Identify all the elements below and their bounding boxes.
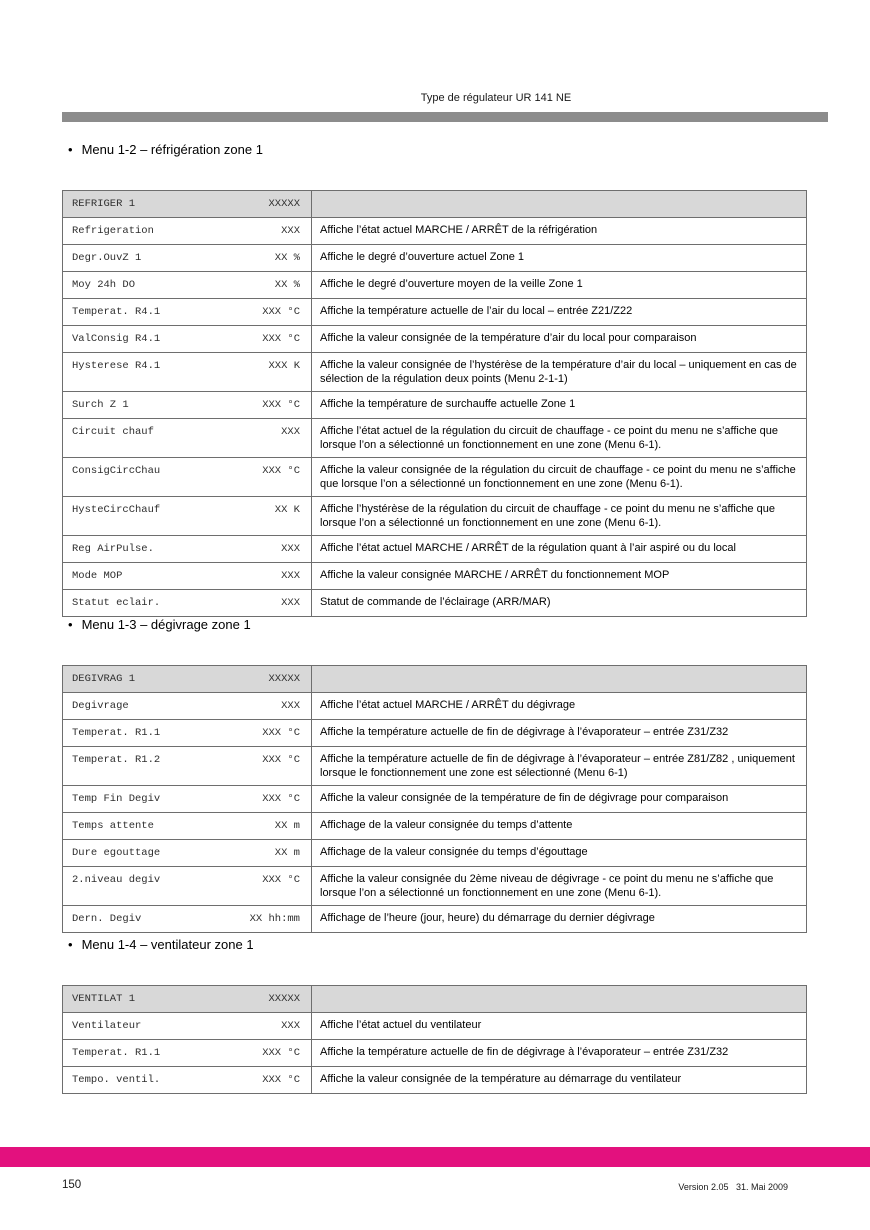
menu-table [62, 665, 807, 933]
menu-item-name: Reg AirPulse. [72, 543, 154, 555]
menu-item-name: Temperat. R1.1 [72, 727, 161, 739]
section-heading [68, 937, 788, 954]
menu-item-name: ValConsig R4.1 [72, 333, 161, 345]
table-body [63, 1013, 807, 1094]
menu-item-value: XXX [281, 426, 300, 438]
menu-item-value: XXX [281, 700, 300, 712]
menu-item-description: Affiche le degré d’ouverture moyen de la veille Zone 1 [312, 272, 807, 299]
menu-item-cell [63, 245, 312, 272]
table-header-row [63, 986, 807, 1013]
table-row [63, 419, 807, 458]
table-row [63, 326, 807, 353]
menu-item-value: XXX [281, 543, 300, 555]
table-row [63, 458, 807, 497]
menu-item-cell [63, 693, 312, 720]
table-row [63, 840, 807, 867]
table-row [63, 720, 807, 747]
menu-item-name: Temps attente [72, 820, 154, 832]
section-heading-text: Menu 1-4 – ventilateur zone 1 [81, 937, 254, 952]
menu-item-cell [63, 218, 312, 245]
menu-item-cell [63, 419, 312, 458]
menu-item-value: XXX °C [262, 333, 300, 345]
menu-item-value: XXX °C [262, 465, 300, 477]
menu-item-value: XX % [274, 252, 300, 264]
table-body [63, 693, 807, 933]
description-header-cell [312, 666, 807, 693]
menu-item-cell [63, 1067, 312, 1094]
menu-item-description: Affiche l’état actuel MARCHE / ARRÊT de la réfrigération [312, 218, 807, 245]
menu-item-cell [63, 906, 312, 933]
section-heading [68, 617, 788, 634]
menu-item-description: Affiche l’état actuel MARCHE / ARRÊT de la régulation quant à l’air aspiré ou du local [312, 536, 807, 563]
table-row [63, 563, 807, 590]
menu-item-name: HysteCircChauf [72, 504, 161, 516]
page-number: 150 [62, 1179, 82, 1191]
menu-item-description: Affiche l’état actuel de la régulation du circuit de chauffage - ce point du menu ne s’affiche que lorsque l’on a sélectionné un fonctionnement en une zone (Menu 6-1). [312, 419, 807, 458]
bullet-icon: • [68, 142, 73, 157]
bullet-icon: • [68, 937, 73, 952]
menu-item-name: Temperat. R1.2 [72, 754, 161, 766]
menu-item-name: Tempo. ventil. [72, 1074, 161, 1086]
section-heading [68, 142, 788, 159]
menu-item-name: 2.niveau degiv [72, 874, 161, 886]
menu-display-header-cell [63, 986, 312, 1013]
menu-item-name: Refrigeration [72, 225, 154, 237]
menu-item-cell [63, 813, 312, 840]
footer-accent-bar [0, 1147, 870, 1167]
menu-item-description: Affiche la température actuelle de fin de dégivrage à l’évaporateur – entrée Z31/Z32 [312, 1040, 807, 1067]
menu-item-name: Temperat. R4.1 [72, 306, 161, 318]
menu-item-value: XX % [274, 279, 300, 291]
menu-item-description: Affichage de l’heure (jour, heure) du démarrage du dernier dégivrage [312, 906, 807, 933]
table-header-row [63, 666, 807, 693]
menu-title-value: XXXXX [268, 198, 300, 210]
menu-item-description: Affichage de la valeur consignée du temps d’égouttage [312, 840, 807, 867]
menu-item-name: Degr.OuvZ 1 [72, 252, 142, 264]
table-row [63, 272, 807, 299]
table-row [63, 245, 807, 272]
menu-item-cell [63, 747, 312, 786]
menu-item-description: Affiche la température actuelle de l’air du local – entrée Z21/Z22 [312, 299, 807, 326]
menu-item-value: XXX [281, 570, 300, 582]
menu-item-cell [63, 1013, 312, 1040]
menu-item-value: XXX °C [262, 306, 300, 318]
menu-title-value: XXXXX [268, 993, 300, 1005]
menu-item-cell [63, 392, 312, 419]
menu-item-name: Moy 24h DO [72, 279, 136, 291]
menu-item-value: XX K [274, 504, 300, 516]
menu-item-cell [63, 458, 312, 497]
menu-item-name: Statut eclair. [72, 597, 161, 609]
menu-item-value: XXX °C [262, 1074, 300, 1086]
table-row [63, 497, 807, 536]
menu-item-cell [63, 563, 312, 590]
header-rule [62, 112, 828, 122]
table-row [63, 867, 807, 906]
menu-title-text: DEGIVRAG 1 [72, 673, 136, 685]
menu-item-description: Affiche l’état actuel MARCHE / ARRÊT du dégivrage [312, 693, 807, 720]
menu-item-value: XXX °C [262, 874, 300, 886]
table-row [63, 813, 807, 840]
table-header-row [63, 191, 807, 218]
menu-item-name: Mode MOP [72, 570, 123, 582]
menu-item-cell [63, 1040, 312, 1067]
menu-item-cell [63, 590, 312, 617]
table-row [63, 1013, 807, 1040]
menu-display-header-cell [63, 191, 312, 218]
menu-table [62, 190, 807, 617]
menu-item-description: Statut de commande de l’éclairage (ARR/MAR) [312, 590, 807, 617]
menu-item-description: Affiche la valeur consignée MARCHE / ARRÊT du fonctionnement MOP [312, 563, 807, 590]
menu-item-description: Affiche la température actuelle de fin de dégivrage à l’évaporateur – entrée Z81/Z82 , uniquement lorsque le fonctionnement une zone est sélectionné (Menu 6-1) [312, 747, 807, 786]
menu-item-description: Affiche le degré d’ouverture actuel Zone 1 [312, 245, 807, 272]
table-row [63, 218, 807, 245]
menu-item-description: Affiche la valeur consignée de la régulation du circuit de chauffage - ce point du menu ne s’affiche que lorsque l’on a sélectionné un fonctionnement en une zone (Menu 6-1). [312, 458, 807, 497]
menu-item-description: Affiche la valeur consignée du 2ème niveau de dégivrage - ce point du menu ne s’affiche que lorsque l’on a sélectionné un fonctionnement en une zone (Menu 6-1). [312, 867, 807, 906]
menu-title-text: REFRIGER 1 [72, 198, 136, 210]
menu-item-value: XXX °C [262, 727, 300, 739]
menu-item-value: XXX [281, 1020, 300, 1032]
menu-item-description: Affiche la valeur consignée de la température de fin de dégivrage pour comparaison [312, 786, 807, 813]
menu-item-value: XXX °C [262, 1047, 300, 1059]
menu-title-value: XXXXX [268, 673, 300, 685]
table-row [63, 1040, 807, 1067]
menu-item-cell [63, 353, 312, 392]
menu-item-description: Affiche la température de surchauffe actuelle Zone 1 [312, 392, 807, 419]
description-header-cell [312, 191, 807, 218]
table-row [63, 590, 807, 617]
menu-item-value: XXX °C [262, 754, 300, 766]
menu-item-cell [63, 299, 312, 326]
menu-item-name: Ventilateur [72, 1020, 142, 1032]
menu-item-value: XXX K [268, 360, 300, 372]
menu-item-cell [63, 497, 312, 536]
menu-item-description: Affichage de la valeur consignée du temps d’attente [312, 813, 807, 840]
menu-item-cell [63, 867, 312, 906]
menu-item-name: Temperat. R1.1 [72, 1047, 161, 1059]
menu-item-name: Dure egouttage [72, 847, 161, 859]
menu-section [62, 617, 795, 933]
menu-item-name: Surch Z 1 [72, 399, 129, 411]
table-body [63, 218, 807, 617]
menu-display-header-cell [63, 666, 312, 693]
menu-table [62, 985, 807, 1094]
menu-item-name: Hysterese R4.1 [72, 360, 161, 372]
menu-item-name: Degivrage [72, 700, 129, 712]
menu-item-cell [63, 786, 312, 813]
description-header-cell [312, 986, 807, 1013]
menu-item-name: Circuit chauf [72, 426, 154, 438]
menu-item-description: Affiche la valeur consignée de l’hystérèse de la température d’air du local – uniquement en cas de sélection de la régulation deux points (Menu 2-1-1) [312, 353, 807, 392]
table-row [63, 747, 807, 786]
menu-item-name: Dern. Degiv [72, 913, 142, 925]
menu-item-description: Affiche la température actuelle de fin de dégivrage à l’évaporateur – entrée Z31/Z32 [312, 720, 807, 747]
table-row [63, 392, 807, 419]
menu-item-cell [63, 720, 312, 747]
page-header-title: Type de régulateur UR 141 NE [420, 92, 572, 104]
menu-section [62, 142, 797, 617]
table-row [63, 906, 807, 933]
menu-item-value: XX m [274, 820, 300, 832]
menu-title-text: VENTILAT 1 [72, 993, 136, 1005]
table-row [63, 536, 807, 563]
table-row [63, 353, 807, 392]
menu-item-value: XX hh:mm [249, 913, 300, 925]
table-row [63, 299, 807, 326]
menu-item-value: XXX °C [262, 399, 300, 411]
section-heading-text: Menu 1-2 – réfrigération zone 1 [81, 142, 263, 157]
menu-item-name: Temp Fin Degiv [72, 793, 161, 805]
table-row [63, 1067, 807, 1094]
menu-item-description: Affiche l’hystérèse de la régulation du circuit de chauffage - ce point du menu ne s’affiche que lorsque l’on a sélectionné un fonctionnement en une zone (Menu 6-1). [312, 497, 807, 536]
table-row [63, 693, 807, 720]
menu-item-description: Affiche l’état actuel du ventilateur [312, 1013, 807, 1040]
menu-item-value: XXX [281, 225, 300, 237]
menu-item-cell [63, 536, 312, 563]
menu-item-value: XXX °C [262, 793, 300, 805]
menu-item-name: ConsigCircChau [72, 465, 161, 477]
menu-item-cell [63, 272, 312, 299]
menu-item-value: XXX [281, 597, 300, 609]
menu-item-cell [63, 326, 312, 353]
menu-item-value: XX m [274, 847, 300, 859]
bullet-icon: • [68, 617, 73, 632]
menu-item-cell [63, 840, 312, 867]
section-heading-text: Menu 1-3 – dégivrage zone 1 [81, 617, 251, 632]
menu-item-description: Affiche la valeur consignée de la température d’air du local pour comparaison [312, 326, 807, 353]
menu-section [62, 937, 788, 1094]
table-row [63, 786, 807, 813]
menu-item-description: Affiche la valeur consignée de la température au démarrage du ventilateur [312, 1067, 807, 1094]
version-text: Version 2.05 31. Mai 2009 [678, 1182, 788, 1192]
